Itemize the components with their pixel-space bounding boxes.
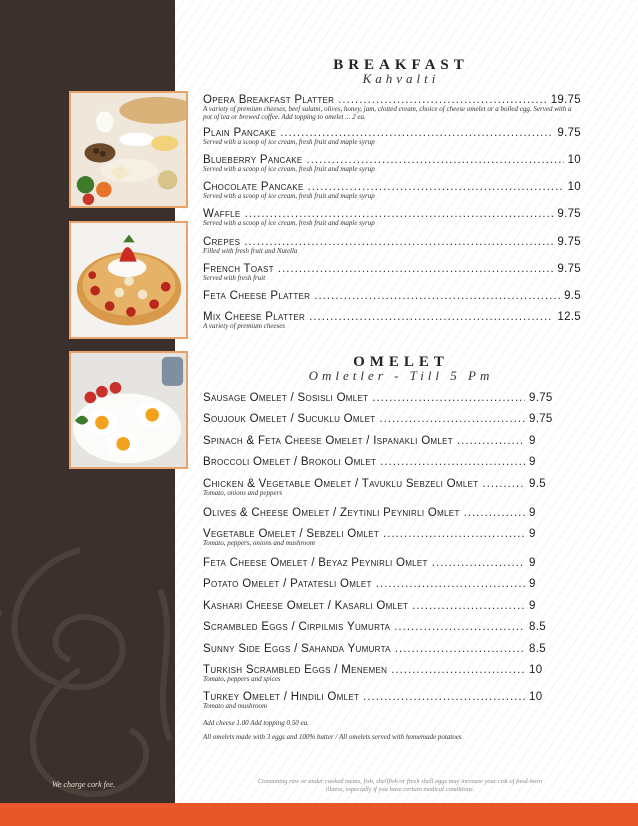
item-description: Tomato, onions and peppers xyxy=(203,489,283,497)
item-name: French Toast xyxy=(203,263,274,275)
item-description: Tomato, peppers and spices xyxy=(203,675,281,683)
item-name: Soujouk Omelet / Sucuklu Omlet xyxy=(203,413,376,425)
item-description: Served with a scoop of ice cream, fresh fruit and maple syrup xyxy=(203,138,375,146)
food-safety-disclaimer: Consuming raw or under cooked meats, fish, shellfish or fresh shell eggs may increase your risk of food-born illness, especially if you have certain medical conditions. xyxy=(257,778,543,793)
menu-item xyxy=(203,435,581,447)
menu-item xyxy=(203,528,581,547)
item-description: Tomato, peppers, onions and mushroom xyxy=(203,539,315,547)
item-description: Served with fresh fruit xyxy=(203,274,266,282)
item-name: Sunny Side Eggs / Sahanda Yumurta xyxy=(203,643,391,655)
item-price: 9.75 xyxy=(557,127,581,139)
item-price: 9.5 xyxy=(564,290,581,302)
breakfast-subtitle: Kahvalti xyxy=(362,71,440,86)
item-name: Blueberry Pancake xyxy=(203,154,303,166)
item-price: 8.5 xyxy=(529,621,546,633)
item-description: Served with a scoop of ice cream, fresh fruit and maple syrup xyxy=(203,165,375,173)
bottom-accent-bar xyxy=(0,803,638,826)
menu-item xyxy=(203,664,581,683)
breakfast-title: BREAKFAST xyxy=(333,57,469,73)
item-name: Sausage Omelet / Sosisli Omlet xyxy=(203,392,369,404)
menu-item xyxy=(203,600,581,612)
item-name: Olives & Cheese Omelet / Zeytinli Peynirli Omlet xyxy=(203,507,460,519)
item-description: Served with a scoop of ice cream, fresh fruit and maple syrup xyxy=(203,192,375,200)
menu-item xyxy=(203,691,581,710)
item-description: Tomato and mushroom xyxy=(203,702,268,710)
item-price: 10 xyxy=(567,154,581,166)
menu-item xyxy=(203,456,581,468)
menu-item xyxy=(203,311,581,330)
menu-item xyxy=(203,557,581,569)
item-name: Crepes xyxy=(203,236,241,248)
waffle-photo xyxy=(69,221,188,339)
menu-item xyxy=(203,181,581,200)
item-price: 19.75 xyxy=(550,94,581,106)
item-price: 8.5 xyxy=(529,643,546,655)
item-name: Waffle xyxy=(203,208,241,220)
omelet-title: OMELET xyxy=(353,354,449,370)
item-name: Opera Breakfast Platter xyxy=(203,94,335,106)
item-price: 9.75 xyxy=(557,263,581,275)
menu-item xyxy=(203,621,581,633)
item-name: Broccoli Omelet / Brokoli Omlet xyxy=(203,456,377,468)
item-name: Chocolate Pancake xyxy=(203,181,304,193)
item-name: Turkey Omelet / Hindili Omlet xyxy=(203,691,360,703)
menu-item xyxy=(203,94,581,121)
omelet-subtitle: Omletler - Till 5 Pm xyxy=(308,368,494,383)
item-description: A variety of premium cheeses xyxy=(203,322,286,330)
ornament-icon xyxy=(0,530,175,803)
item-name: Turkish Scrambled Eggs / Menemen xyxy=(203,664,388,676)
omelet-footnote: All omelets made with 3 eggs and 100% butter / All omelets served with homemade potatoes xyxy=(203,733,462,741)
item-name: Mix Cheese Platter xyxy=(203,311,306,323)
item-price: 10 xyxy=(529,691,543,703)
item-price: 9.75 xyxy=(557,236,581,248)
menu-item xyxy=(203,478,581,497)
item-name: Plain Pancake xyxy=(203,127,277,139)
item-name: Kashari Cheese Omelet / Kasarli Omlet xyxy=(203,600,409,612)
item-name: Chicken & Vegetable Omelet / Tavuklu Sebzeli Omlet xyxy=(203,478,479,490)
item-description: Filled with fresh fruit and Nutella xyxy=(203,247,298,255)
menu-item xyxy=(203,507,581,519)
item-price: 9 xyxy=(529,578,536,590)
cork-fee-note: We charge cork fee. xyxy=(52,780,115,789)
item-price: 9 xyxy=(529,557,536,569)
breakfast-platter-photo xyxy=(69,91,188,208)
item-price: 9.5 xyxy=(529,478,546,490)
item-description: A variety of premium cheeses, beef salami, olives, honey, jam, clotted cream, choice of cheese omelet or a boiled egg. Served with a pot of tea or brewed coffee. Add topping to omelet ... 2 ea. xyxy=(203,105,572,121)
item-description: Served with a scoop of ice cream, fresh fruit and maple syrup xyxy=(203,219,375,227)
menu-item xyxy=(203,127,581,146)
item-price: 9.75 xyxy=(529,392,553,404)
menu-item xyxy=(203,392,581,404)
item-price: 9 xyxy=(529,507,536,519)
menu-item xyxy=(203,263,581,282)
item-price: 9.75 xyxy=(529,413,553,425)
menu-item xyxy=(203,208,581,227)
menu-item xyxy=(203,643,581,655)
item-name: Feta Cheese Platter xyxy=(203,290,311,302)
item-price: 10 xyxy=(529,664,543,676)
menu-item xyxy=(203,290,581,302)
menu-item xyxy=(203,236,581,255)
menu-item xyxy=(203,578,581,590)
item-price: 10 xyxy=(567,181,581,193)
item-price: 9.75 xyxy=(557,208,581,220)
item-name: Feta Cheese Omelet / Beyaz Peynirli Omlet xyxy=(203,557,428,569)
eggs-photo xyxy=(69,351,188,469)
item-name: Scrambled Eggs / Cirpilmis Yumurta xyxy=(203,621,391,633)
item-price: 12.5 xyxy=(557,311,581,323)
item-name: Vegetable Omelet / Sebzeli Omlet xyxy=(203,528,380,540)
menu-item xyxy=(203,413,581,425)
item-name: Potato Omelet / Patatesli Omlet xyxy=(203,578,372,590)
item-price: 9 xyxy=(529,528,536,540)
item-price: 9 xyxy=(529,600,536,612)
add-cheese-note: Add cheese 1.00 Add topping 0.50 ea. xyxy=(203,719,309,727)
item-price: 9 xyxy=(529,456,536,468)
item-price: 9 xyxy=(529,435,536,447)
item-name: Spinach & Feta Cheese Omelet / Ispanakli Omlet xyxy=(203,435,453,447)
menu-item xyxy=(203,154,581,173)
